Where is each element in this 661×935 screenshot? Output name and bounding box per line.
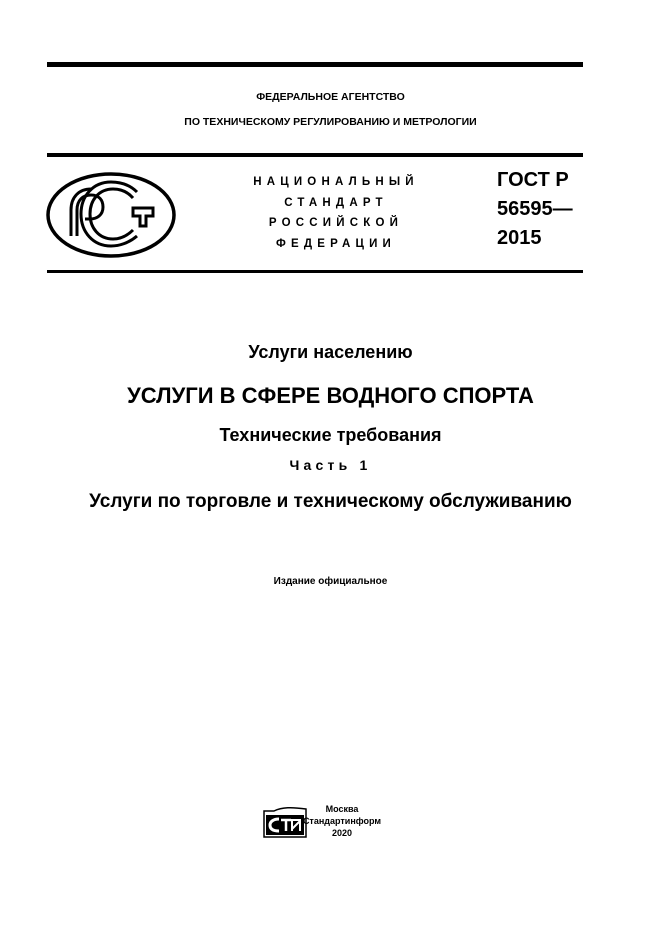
publisher-city: Москва — [325, 804, 359, 814]
national-line-1: НАЦИОНАЛЬНЫЙ — [253, 176, 419, 188]
publication-year: 2020 — [331, 828, 353, 838]
gost-line-2: 56595— — [497, 198, 573, 220]
publisher-info — [292, 803, 392, 839]
document-subtitle: Технические требования — [219, 425, 442, 445]
gost-designation — [497, 166, 573, 253]
agency-name-line-1: ФЕДЕРАЛЬНОЕ АГЕНТСТВО — [256, 91, 405, 103]
agency-name-line-2: ПО ТЕХНИЧЕСКОМУ РЕГУЛИРОВАНИЮ И МЕТРОЛОГИИ — [184, 116, 477, 128]
document-subject: Услуги населению — [248, 342, 413, 362]
edition-label: Издание официальное — [273, 576, 388, 587]
gost-line-3: 2015 — [497, 227, 542, 249]
national-line-3: РОССИЙСКОЙ — [268, 217, 404, 229]
gost-line-1: ГОСТ Р — [497, 169, 569, 191]
national-line-4: ФЕДЕРАЦИИ — [275, 237, 397, 250]
rst-certification-mark-icon — [45, 170, 177, 260]
publisher-name: Стандартинформ — [302, 816, 382, 826]
document-title: УСЛУГИ В СФЕРЕ ВОДНОГО СПОРТА — [127, 383, 534, 408]
middle-rule — [47, 153, 583, 157]
part-title: Услуги по торговле и техническому обслуживанию — [89, 491, 572, 512]
top-rule — [47, 62, 583, 67]
national-standard-label — [236, 172, 436, 254]
national-line-2: СТАНДАРТ — [284, 196, 388, 209]
bottom-rule — [47, 270, 583, 273]
part-number: Часть 1 — [289, 457, 372, 473]
